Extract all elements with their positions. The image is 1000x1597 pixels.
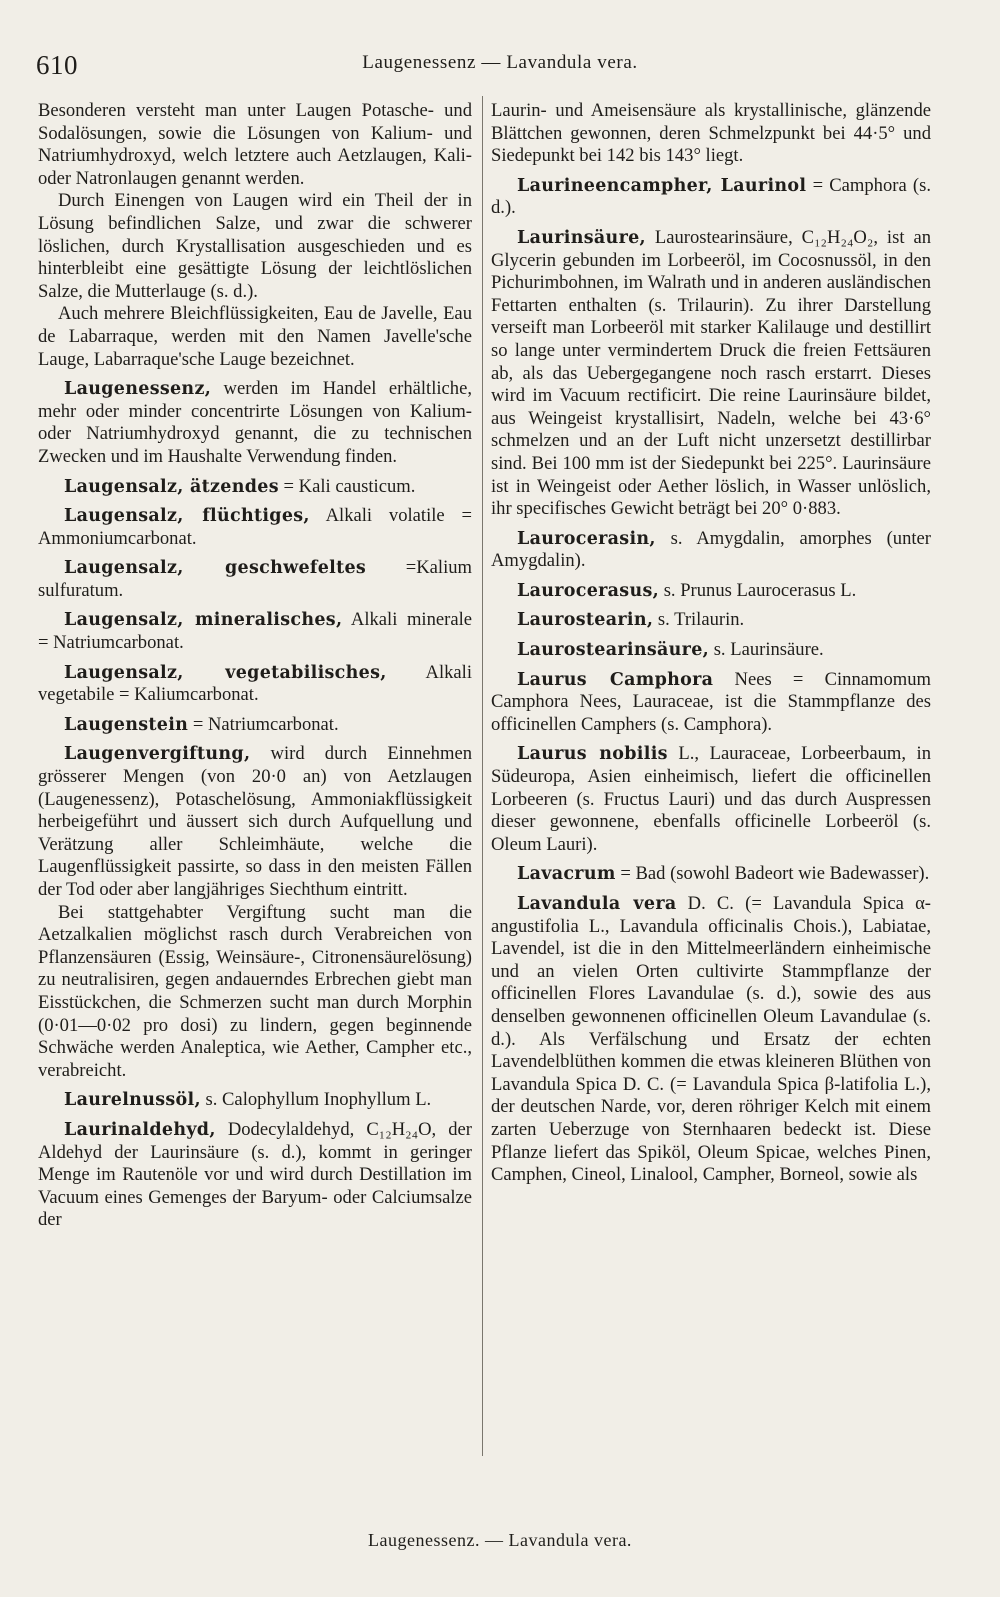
dictionary-entry	[491, 528, 931, 573]
entry-text: s. Laurinsäure.	[713, 639, 824, 661]
dictionary-entry	[491, 669, 931, 737]
entry-headword: Laurocerasus,	[517, 580, 660, 601]
entry-text: Nees = Cinnamomum Camphora Nees, Lauraceae, ist die Stammpflanze des officinellen Camphers (s. Camphora).	[491, 668, 931, 735]
dictionary-entry	[491, 175, 931, 220]
dictionary-entry	[38, 714, 472, 737]
dictionary-entry	[491, 863, 931, 886]
intro-paragraph: Durch Einengen von Laugen wird ein Theil der in Lösung befindlichen Salze, und zwar die schwerer löslichen, durch Krystallisation ausgeschieden und es hinterbleibt eine gesättigte Lösung der leichtlöslichen Salze, die Mutterlauge (s. d.).	[38, 190, 472, 302]
entry-headword: Laugenvergiftung,	[64, 744, 251, 765]
intro-paragraph: Besonderen versteht man unter Laugen Potasche- und Sodalösungen, sowie die Lösungen von Kalium- und Natriumhydroxyd, welch letztere auch Aetzlaugen, Kali- oder Natronlaugen genannt werden.	[38, 100, 472, 189]
entry-headword: Laurostearin,	[517, 610, 654, 631]
dictionary-entry	[491, 893, 931, 1187]
entry-text: s. Calophyllum Inophyllum L.	[205, 1089, 432, 1111]
entry-headword: Laugenessenz,	[64, 379, 212, 400]
entry-headword: Laugensalz, mineralisches,	[64, 610, 343, 631]
entry-continuation: Laurin- und Ameisensäure als krystallinische, glänzende Blättchen gewonnen, deren Schmelzpunkt bei 44·5° und Siedepunkt bei 142 bis 143° liegt.	[491, 100, 931, 167]
dictionary-entry	[491, 580, 931, 603]
dictionary-entry	[38, 662, 472, 707]
entry-text: s. Trilaurin.	[657, 609, 745, 631]
entry-text: = Bad (sowohl Badeort wie Badewasser).	[620, 863, 930, 885]
dictionary-entry	[491, 227, 931, 521]
entry-text: Alkali volatile = Ammoniumcarbonat.	[38, 505, 472, 549]
column-divider	[482, 96, 483, 1456]
dictionary-entry	[491, 743, 931, 856]
dictionary-entry	[38, 609, 472, 654]
dictionary-entry	[491, 639, 931, 662]
entry-text: =Kalium sulfuratum.	[38, 557, 472, 601]
entry-text: Alkali minerale = Natriumcarbonat.	[38, 609, 472, 654]
dictionary-entry	[491, 609, 931, 632]
entry-headword: Laurostearinsäure,	[517, 640, 710, 661]
entry-headword: Laurinsäure,	[517, 227, 646, 248]
left-column	[38, 100, 472, 1239]
entry-text: Dodecylaldehyd, C₁₂H₂₄O, der Aldehyd der Laurinsäure (s. d.), kommt in geringer Menge im Rautenöle vor und wird durch Destillation im Vacuum eines Gemenges der Baryum- oder Calciumsalze der	[38, 1118, 472, 1231]
entry-headword: Laurocerasin,	[517, 528, 656, 549]
entry-headword: Laurinaldehyd,	[64, 1119, 216, 1140]
entry-headword: Laurineencampher, Laurinol	[517, 175, 807, 196]
entry-headword: Laurus nobilis	[517, 744, 668, 765]
dictionary-entry	[38, 743, 472, 901]
entry-headword: Lavacrum	[517, 864, 616, 885]
entry-text: Alkali vegetabile = Kaliumcarbonat.	[38, 661, 472, 706]
entry-headword: Laugenstein	[64, 714, 189, 735]
entry-text: werden im Handel erhältliche, mehr oder minder concentrirte Lösungen von Kalium- oder Natriumhydroxyd genannt, die zu technischen Zwecken und im Haushalte Verwendung finden.	[38, 378, 472, 467]
entry-continuation-paragraph: Bei stattgehabter Vergiftung sucht man die Aetzalkalien möglichst rasch durch Verabreichen von Pflanzensäuren (Essig, Weinsäure-, Citronensäurelösung) zu neutralisiren, gegen andauerndes Erbrechen giebt man Eisstückchen, die Schmerzen sucht man durch Morphin (0·01—0·02 pro dosi) zu lindern, gegen beginnende Schwäche werden Analeptica, wie Aether, Campher etc., verabreicht.	[38, 901, 472, 1081]
entry-text: = Kali causticum.	[283, 475, 416, 497]
entry-headword: Laugensalz, geschwefeltes	[64, 558, 367, 579]
dictionary-entry	[38, 1119, 472, 1232]
entry-headword: Laugensalz, vegetabilisches,	[64, 662, 387, 683]
entry-headword: Laugensalz, ätzendes	[64, 476, 279, 497]
entry-text: = Natriumcarbonat.	[192, 713, 339, 735]
entry-text: Laurostearinsäure, C₁₂H₂₄O₂, ist an Glycerin gebunden im Lorbeeröl, im Cocosnussöl, in den Pichurimbohnen, im Walrath und in anderen ausländischen Fettarten enthalten (s. Trilaurin). Zu ihrer Darstellung verseift man Lorbeeröl mit starker Kalilauge und destillirt so lange unter vermindertem Druck die freien Fettsäuren ab, als das Uebergegangene noch rasch erstarrt. Dieses wird im Vacuum rectificirt. Die reine Laurinsäure bildet, aus Weingeist krystallisirt, Nadeln, welche bei 43·6° schmelzen und an der Luft nicht unzersetzt destillirbar sind. Bei 100 mm ist der Siedepunkt bei 225°. Laurinsäure ist in Weingeist oder Aether löslich, in Wasser unlöslich, ihr specifisches Gewicht beträgt bei 20° 0·883.	[491, 226, 931, 520]
running-foot: Laugenessenz. — Lavandula vera.	[368, 1530, 632, 1550]
right-column	[491, 100, 931, 1194]
dictionary-entry	[38, 476, 472, 499]
entry-text: = Camphora (s. d.).	[491, 174, 932, 219]
entry-headword: Laurus Camphora	[517, 669, 714, 690]
page-number: 610	[36, 50, 78, 80]
dictionary-entry	[38, 1089, 472, 1112]
entry-text: wird durch Einnehmen grösserer Mengen (von 20·0 an) von Aetzlaugen (Laugenessenz), Potaschelösung, Ammoniakflüssigkeit herbeigeführt und äussert sich durch Aufquellung und Verätzung aller Schleimhäute, welche die Laugenflüssigkeit passirte, so dass in den meisten Fällen der Tod oder aber langjähriges Siechthum eintritt.	[38, 743, 472, 900]
entry-headword: Laugensalz, flüchtiges,	[64, 506, 310, 527]
entry-text: L., Lauraceae, Lorbeerbaum, in Südeuropa, Asien einheimisch, liefert die officinellen Lorbeeren (s. Fructus Lauri) und das durch Auspressen dieser gewonnene, ebenfalls officinelle Lorbeeröl (s. Oleum Lauri).	[491, 743, 932, 855]
entry-text: D. C. (= Lavandula Spica α-angustifolia L., Lavandula officinalis Chois.), Labiatae, Lavendel, ist die in den Mittelmeerländern einheimische und an vielen Orten cultivirte Stammpflanze der officinellen Flores Lavandulae (s. d.), sowie des aus denselben gewonnenen officinellen Oleum Lavandulae (s. d.). Als Verfälschung und Ersatz der echten Lavendelblüthen kommen die etwas kleineren Blüthen von Lavandula Spica D. C. (= Lavandula Spica β-latifolia L.), der deutschen Narde, vor, deren röhriger Kelch mit einem zarten Ueberzuge von Sternhaaren bedeckt ist. Diese Pflanze liefert das Spiköl, Oleum Spicae, welches Pinen, Camphen, Cineol, Linalool, Campher, Borneol, sowie als	[491, 893, 931, 1186]
dictionary-entry	[38, 378, 472, 468]
dictionary-entry	[38, 505, 472, 550]
entry-headword: Laurelnussöl,	[64, 1090, 201, 1111]
dictionary-entry	[38, 557, 472, 602]
intro-paragraph: Auch mehrere Bleichflüssigkeiten, Eau de Javelle, Eau de Labarraque, werden mit den Namen Javelle'sche Lauge, Labarraque'sche Lauge bezeichnet.	[38, 303, 472, 370]
entry-text: s. Amygdalin, amorphes (unter Amygdalin).	[491, 527, 931, 572]
entry-text: s. Prunus Laurocerasus L.	[663, 579, 857, 601]
entry-headword: Lavandula vera	[517, 894, 677, 914]
running-head: Laugenessenz — Lavandula vera.	[362, 52, 638, 73]
